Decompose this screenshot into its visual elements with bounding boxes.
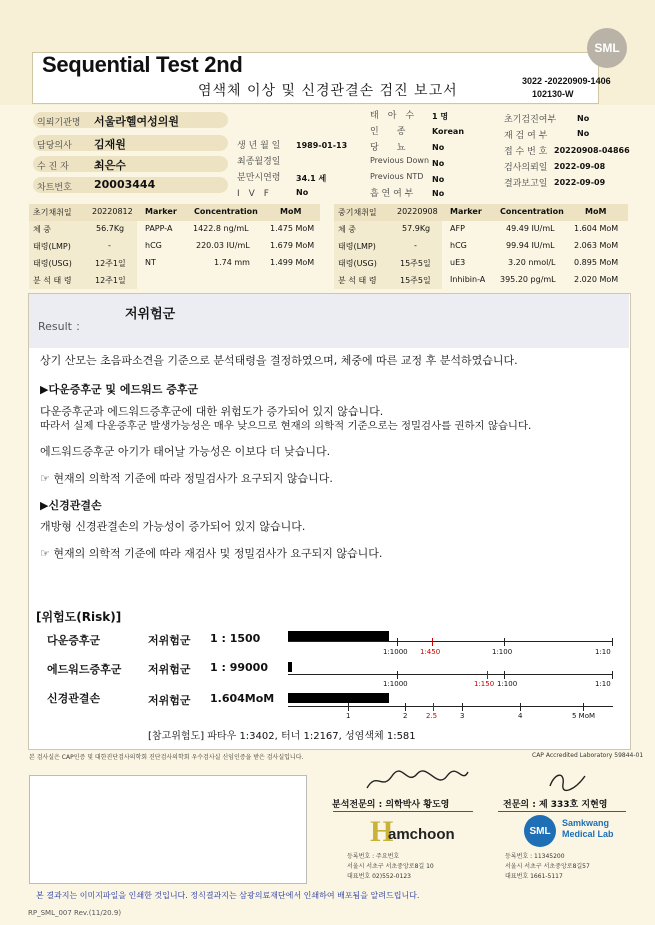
scale-label: 1:450 [420, 648, 441, 656]
axis-tick [432, 638, 433, 646]
risk-ntd-name: 신경관결손 [47, 692, 101, 705]
scale-label: 5 MoM [572, 712, 596, 720]
axis-tick [612, 638, 613, 646]
axis-tick [433, 703, 434, 711]
report-code: 3022 -20220909-1406 [522, 76, 611, 86]
scale-label: 4 [518, 712, 523, 720]
first-lmp-value: - [108, 241, 111, 250]
rep-date-value: 2022-09-09 [554, 178, 606, 187]
section-ntd-line2: ☞ 현재의 의학적 기준에 따라 재검사 및 정밀검사가 요구되지 않습니다. [40, 547, 383, 560]
table-cell: 1.679 MoM [270, 241, 315, 250]
table-row: hCG [145, 241, 162, 250]
doctor-value: 김재원 [94, 138, 126, 151]
hamchoon-h-icon: H [370, 815, 394, 848]
risk-down-axis [288, 641, 613, 642]
risk-down-value: 1 : 1500 [210, 632, 261, 645]
diabetes-label: 당 뇨 [370, 143, 406, 153]
fetus-label: 태 아 수 [370, 111, 415, 121]
doctor-label: 담당의사 [37, 141, 72, 151]
recheck-label: 재 검 여 부 [504, 131, 548, 141]
scale-label: 1 [346, 712, 351, 720]
hospital-label: 의뢰기관명 [37, 118, 81, 128]
second-analysis-value: 15주5일 [400, 276, 431, 285]
scale-label: 1:100 [497, 680, 518, 688]
section-down-line3: 에드워드증후군 아기가 태어날 가능성은 이보다 더 낮습니다. [40, 445, 331, 458]
recheck-value: No [577, 129, 590, 138]
cap-note: 본 검사실은 CAP인증 및 대한진단검사의학회 진단검사의학회 우수검사실 신임인증을 받은 검사실입니다. [29, 754, 304, 761]
risk-edwards-value: 1 : 99000 [210, 661, 268, 674]
risk-ntd-axis [288, 706, 613, 707]
first-analysis-label: 분 석 태 령 [33, 276, 72, 285]
chart-value: 20003444 [94, 178, 156, 191]
right-address-2: 서울시 서초구 서초중앙로8길57 [505, 863, 590, 870]
scale-label: 1:150 [474, 680, 495, 688]
table-row: hCG [450, 241, 467, 250]
first-collect-label: 초기채취일 [33, 208, 72, 217]
receipt-label: 접 수 번 호 [504, 147, 548, 157]
result-value: 저위험군 [125, 307, 176, 322]
second-col-mom: MoM [585, 207, 607, 216]
scale-label: 1:1000 [383, 648, 408, 656]
axis-tick [405, 703, 406, 711]
table-cell: 1.74 mm [214, 258, 250, 267]
rep-date-label: 결과보고일 [504, 179, 548, 189]
second-lmp-label: 태령(LMP) [338, 242, 376, 251]
first-col-marker: Marker [145, 207, 177, 216]
dob-value: 1989-01-13 [296, 141, 348, 150]
req-date-label: 검사의뢰일 [504, 163, 548, 173]
risk-ntd-value: 1.604MoM [210, 692, 275, 705]
second-lmp-value: - [414, 241, 417, 250]
axis-tick [462, 703, 463, 711]
risk-down-name: 다운증후군 [47, 634, 101, 647]
section-ntd-line1: 개방형 신경관결손의 가능성이 증가되어 있지 않습니다. [40, 520, 306, 533]
prev-down-value: No [432, 159, 445, 168]
risk-edwards-name: 에드워드증후군 [47, 663, 122, 676]
first-weight-label: 체 중 [33, 225, 51, 234]
first-value: No [577, 114, 590, 123]
chart-label: 차트번호 [37, 183, 72, 193]
bottom-note: 본 결과지는 이미지파일을 인쇄한 것입니다. 정식결과지는 삼광의료재단에서 인쇄하여 배포됨을 알려드립니다. [36, 891, 420, 900]
risk-down-bar [288, 631, 389, 641]
first-usg-value: 12주1일 [95, 259, 126, 268]
result-label: Result ： [38, 320, 87, 333]
first-col-mom: MoM [280, 207, 302, 216]
smoke-label: 흡 연 여 부 [370, 189, 414, 199]
result-intro: 상기 산모는 초음파소견을 기준으로 분석태령을 결정하였으며, 체중에 따른 교정 후 분석하였습니다. [40, 354, 518, 367]
second-collect-label: 중기채취일 [338, 208, 377, 217]
patient-value: 최은수 [94, 159, 126, 172]
scale-label: 2.5 [426, 712, 438, 720]
first-lmp-label: 태령(LMP) [33, 242, 71, 251]
left-address-3: 대표번호 02)552-0123 [347, 873, 411, 880]
scale-label: 1:10 [595, 680, 611, 688]
table-cell: 395.20 pg/mL [500, 275, 556, 284]
sml-logo: SML [587, 28, 627, 68]
signature-2-icon [545, 768, 590, 794]
second-usg-value: 15주5일 [400, 259, 431, 268]
table-cell: 220.03 IU/mL [196, 241, 250, 250]
axis-tick [397, 638, 398, 646]
table-row: AFP [450, 224, 465, 233]
race-value: Korean [432, 127, 465, 136]
axis-tick [504, 671, 505, 679]
scale-label: 3 [460, 712, 465, 720]
ivf-label: I V F [237, 189, 269, 199]
second-usg-label: 태령(USG) [338, 259, 377, 268]
race-label: 인 종 [370, 127, 406, 137]
prev-ntd-value: No [432, 175, 445, 184]
right-address-1: 등록번호 : 11345200 [505, 853, 565, 860]
section-down-line1: 다운증후군과 에드워드증후군에 대한 위험도가 증가되어 있지 않습니다. [40, 405, 384, 418]
first-col-conc: Concentration [194, 207, 258, 216]
axis-tick [487, 671, 488, 679]
scale-label: 1:100 [492, 648, 513, 656]
signature-2-label: 전문의 : 제 333호 지현영 [503, 800, 608, 810]
table-cell: 1.475 MoM [270, 224, 315, 233]
section-down-line2: 따라서 실제 다운증후군 발생가능성은 매우 낮으므로 현재의 의학적 기준으로는 정밀검사를 권하지 않습니다. [40, 420, 532, 432]
table-row: NT [145, 258, 156, 267]
axis-tick [397, 671, 398, 679]
hospital-value: 서울라헬여성의원 [94, 115, 180, 128]
ivf-value: No [296, 188, 309, 197]
first-weight-value: 56.7Kg [96, 224, 125, 233]
risk-title: [위험도(Risk)] [36, 610, 122, 624]
diabetes-value: No [432, 143, 445, 152]
risk-down-level: 저위험군 [148, 634, 191, 647]
fetus-value: 1 명 [432, 112, 449, 121]
report-code-2: 102130-W [532, 89, 574, 99]
lmp-label: 최종월경일 [237, 157, 281, 167]
signature-1-icon [362, 766, 472, 796]
report-subtitle: 염색체 이상 및 신경관결손 검진 보고서 [198, 83, 458, 99]
cap-accreditation: CAP Accredited Laboratory 59844-01 [532, 752, 644, 759]
right-address-3: 대표번호 1661-5117 [505, 873, 563, 880]
sml-company-name: Samkwang Medical Lab [562, 818, 614, 839]
result-header [29, 294, 629, 348]
section-down-line4: ☞ 현재의 의학적 기준에 따라 정밀검사가 요구되지 않습니다. [40, 472, 333, 485]
age-value: 34.1 세 [296, 174, 327, 183]
divider [498, 811, 626, 812]
req-date-value: 2022-09-08 [554, 162, 606, 171]
left-address-2: 서울시 서초구 서초중앙로8길 10 [347, 863, 434, 870]
table-cell: 1.604 MoM [574, 224, 619, 233]
report-title: Sequential Test 2nd [42, 52, 243, 77]
dob-label: 생 년 월 일 [237, 141, 281, 151]
table-cell: 99.94 IU/mL [506, 241, 555, 250]
first-usg-label: 태령(USG) [33, 259, 72, 268]
table-row: uE3 [450, 258, 466, 267]
table-cell: 1.499 MoM [270, 258, 315, 267]
scale-label: 1:1000 [383, 680, 408, 688]
first-collect-value: 20220812 [92, 207, 133, 216]
table-cell: 2.063 MoM [574, 241, 619, 250]
axis-tick [504, 638, 505, 646]
second-col-conc: Concentration [500, 207, 564, 216]
table-cell: 2.020 MoM [574, 275, 619, 284]
second-collect-value: 20220908 [397, 207, 438, 216]
second-weight-value: 57.9Kg [402, 224, 431, 233]
axis-tick [612, 671, 613, 679]
left-address-1: 등록번호 : 주요번호 [347, 853, 400, 860]
divider [333, 811, 473, 812]
prev-down-label: Previous Down [370, 156, 430, 165]
form-code: RP_SML_007 Rev.(11/20.9) [28, 909, 122, 917]
sml-footer-logo: SML [524, 815, 556, 847]
risk-reference: [참고위험도] 파타우 1:3402, 터너 1:2167, 성염색체 1:581 [148, 731, 416, 742]
table-cell: 0.895 MoM [574, 258, 619, 267]
scale-label: 2 [403, 712, 408, 720]
risk-edwards-level: 저위험군 [148, 663, 191, 676]
first-label: 초기검진여부 [504, 115, 557, 125]
second-col-marker: Marker [450, 207, 482, 216]
axis-tick [583, 703, 584, 711]
scale-label: 1:10 [595, 648, 611, 656]
risk-edwards-bar [288, 662, 292, 672]
signature-1-label: 분석전문의 : 의학박사 황도영 [332, 800, 450, 810]
patient-label: 수 진 자 [37, 162, 69, 172]
prev-ntd-label: Previous NTD [370, 172, 424, 181]
table-row: Inhibin-A [450, 275, 486, 284]
table-cell: 3.20 nmol/L [508, 258, 556, 267]
second-weight-label: 체 중 [338, 225, 356, 234]
comment-box [29, 775, 307, 884]
section-ntd-title: ▶신경관결손 [40, 499, 102, 512]
risk-edwards-axis [288, 674, 613, 675]
age-label: 분만시연령 [237, 173, 281, 183]
axis-tick [348, 703, 349, 711]
receipt-value: 20220908-04866 [554, 146, 630, 155]
table-cell: 1422.8 ng/mL [193, 224, 249, 233]
first-analysis-value: 12주1일 [95, 276, 126, 285]
risk-ntd-level: 저위험군 [148, 694, 191, 707]
risk-ntd-bar [288, 693, 389, 703]
smoke-value: No [432, 189, 445, 198]
axis-tick [520, 703, 521, 711]
hamchoon-logo: amchoon [388, 826, 455, 843]
table-row: PAPP-A [145, 224, 173, 233]
section-down-edwards-title: ▶다운증후군 및 에드워드 증후군 [40, 383, 199, 396]
table-cell: 49.49 IU/mL [506, 224, 555, 233]
second-analysis-label: 분 석 태 령 [338, 276, 377, 285]
